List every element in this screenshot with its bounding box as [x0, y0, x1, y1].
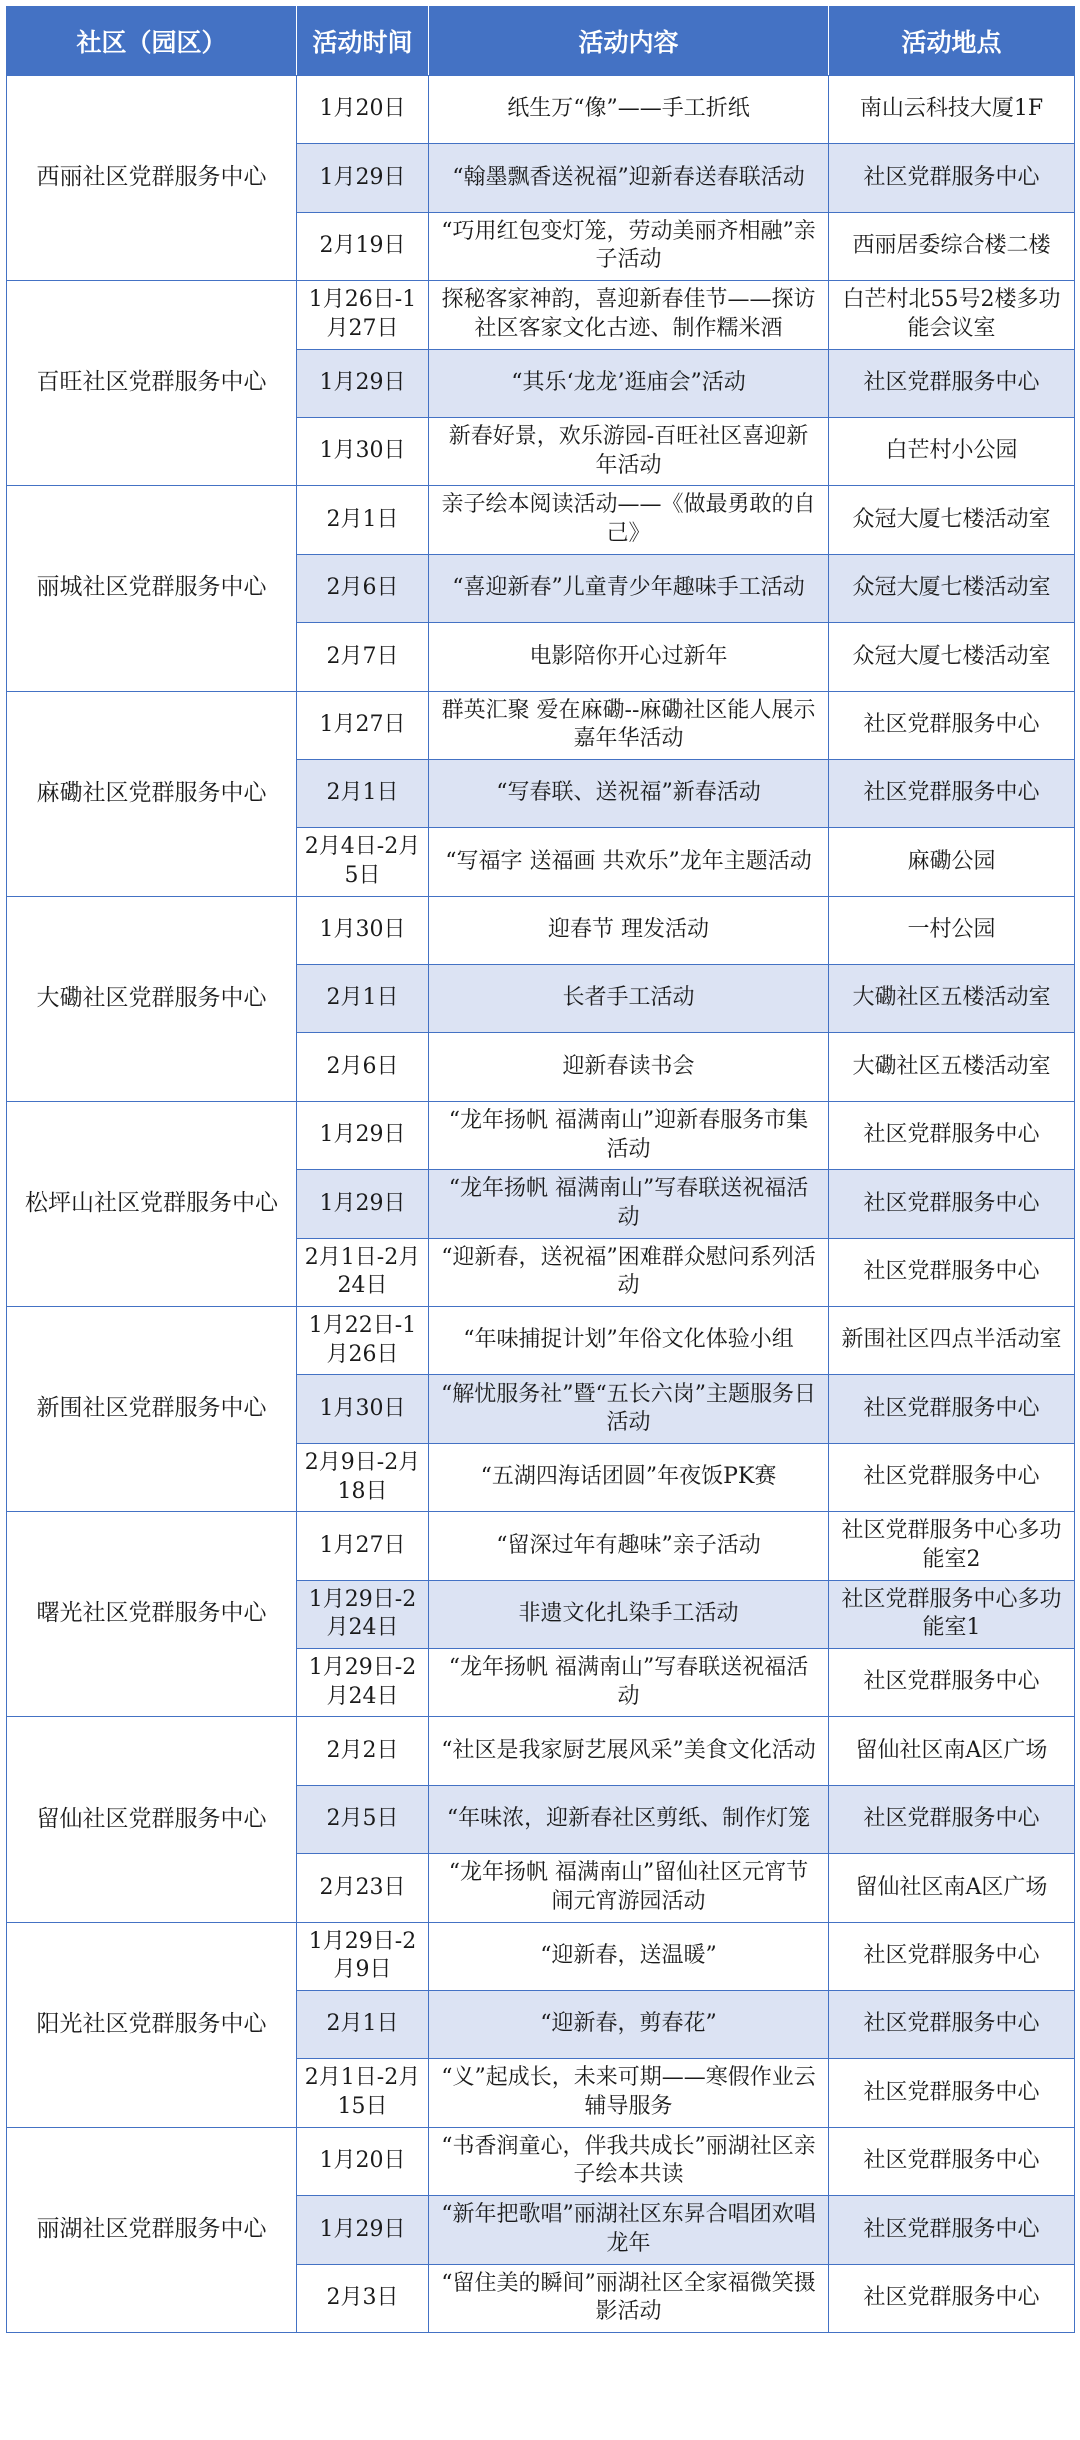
community-name-cell: 大磡社区党群服务中心 [7, 896, 297, 1101]
activity-location-cell: 社区党群服务中心 [829, 2059, 1075, 2127]
activity-content-cell: “义”起成长，未来可期——寒假作业云辅导服务 [429, 2059, 829, 2127]
activity-date-cell: 1月29日-2月24日 [297, 1580, 429, 1648]
activity-location-cell: 西丽居委综合楼二楼 [829, 212, 1075, 280]
activity-content-cell: 长者手工活动 [429, 965, 829, 1033]
activity-location-cell: 社区党群服务中心 [829, 759, 1075, 827]
activity-content-cell: “迎新春，剪春花” [429, 1990, 829, 2058]
activity-date-cell: 1月29日 [297, 1101, 429, 1169]
community-name-cell: 阳光社区党群服务中心 [7, 1922, 297, 2127]
community-name-cell: 松坪山社区党群服务中心 [7, 1101, 297, 1306]
table-row [7, 1922, 1075, 1990]
table-row [7, 281, 1075, 349]
activity-date-cell: 2月4日-2月5日 [297, 828, 429, 896]
activity-content-cell: “解忧服务社”暨“五长六岗”主题服务日活动 [429, 1375, 829, 1443]
table-row [7, 896, 1075, 964]
activity-location-cell: 白芒村北55号2楼多功能会议室 [829, 281, 1075, 349]
activity-location-cell: 社区党群服务中心 [829, 1375, 1075, 1443]
activity-location-cell: 一村公园 [829, 896, 1075, 964]
activity-content-cell: 纸生万“像”——手工折纸 [429, 76, 829, 144]
community-name-cell: 丽湖社区党群服务中心 [7, 2127, 297, 2332]
activity-date-cell: 1月29日-2月9日 [297, 1922, 429, 1990]
activity-location-cell: 白芒村小公园 [829, 417, 1075, 485]
activity-date-cell: 1月27日 [297, 1512, 429, 1580]
activity-location-cell: 社区党群服务中心 [829, 349, 1075, 417]
activity-content-cell: 迎春节 理发活动 [429, 896, 829, 964]
activity-location-cell: 留仙社区南A区广场 [829, 1854, 1075, 1922]
community-name-cell: 新围社区党群服务中心 [7, 1307, 297, 1512]
activity-content-cell: “龙年扬帆 福满南山”写春联送祝福活动 [429, 1170, 829, 1238]
activity-content-cell: “年味浓，迎新春社区剪纸、制作灯笼 [429, 1785, 829, 1853]
activity-date-cell: 1月20日 [297, 2127, 429, 2195]
activity-date-cell: 2月23日 [297, 1854, 429, 1922]
activity-location-cell: 社区党群服务中心 [829, 1238, 1075, 1306]
activity-location-cell: 社区党群服务中心 [829, 1170, 1075, 1238]
activity-content-cell: “迎新春，送温暖” [429, 1922, 829, 1990]
table-row [7, 691, 1075, 759]
activity-location-cell: 众冠大厦七楼活动室 [829, 554, 1075, 622]
activity-content-cell: 新春好景，欢乐游园-百旺社区喜迎新年活动 [429, 417, 829, 485]
activity-date-cell: 1月20日 [297, 76, 429, 144]
activity-date-cell: 1月22日-1月26日 [297, 1307, 429, 1375]
activity-date-cell: 1月26日-1月27日 [297, 281, 429, 349]
activity-date-cell: 2月1日 [297, 759, 429, 827]
activity-content-cell: “写春联、送祝福”新春活动 [429, 759, 829, 827]
activity-content-cell: 探秘客家神韵，喜迎新春佳节——探访社区客家文化古迹、制作糯米酒 [429, 281, 829, 349]
activity-content-cell: “新年把歌唱”丽湖社区东昇合唱团欢唱龙年 [429, 2196, 829, 2264]
activity-location-cell: 社区党群服务中心 [829, 2127, 1075, 2195]
activity-date-cell: 2月1日-2月24日 [297, 1238, 429, 1306]
activity-location-cell: 众冠大厦七楼活动室 [829, 623, 1075, 691]
community-name-cell: 丽城社区党群服务中心 [7, 486, 297, 691]
activity-date-cell: 1月29日 [297, 144, 429, 212]
activity-location-cell: 大磡社区五楼活动室 [829, 965, 1075, 1033]
activity-location-cell: 社区党群服务中心 [829, 1443, 1075, 1511]
activity-content-cell: 电影陪你开心过新年 [429, 623, 829, 691]
activity-location-cell: 社区党群服务中心 [829, 2196, 1075, 2264]
activity-content-cell: “社区是我家厨艺展风采”美食文化活动 [429, 1717, 829, 1785]
activity-date-cell: 1月29日-2月24日 [297, 1648, 429, 1716]
activity-location-cell: 社区党群服务中心 [829, 1922, 1075, 1990]
table-row [7, 76, 1075, 144]
activity-location-cell: 社区党群服务中心 [829, 691, 1075, 759]
activity-location-cell: 社区党群服务中心 [829, 144, 1075, 212]
activity-content-cell: “留住美的瞬间”丽湖社区全家福微笑摄影活动 [429, 2264, 829, 2332]
activity-date-cell: 2月19日 [297, 212, 429, 280]
activity-date-cell: 2月1日 [297, 486, 429, 554]
table-header-row [7, 7, 1075, 76]
activity-content-cell: 迎新春读书会 [429, 1033, 829, 1101]
community-name-cell: 百旺社区党群服务中心 [7, 281, 297, 486]
activity-date-cell: 2月7日 [297, 623, 429, 691]
header-community: 社区（园区） [7, 7, 297, 76]
community-name-cell: 麻磡社区党群服务中心 [7, 691, 297, 896]
table-row [7, 1101, 1075, 1169]
activity-content-cell: “喜迎新春”儿童青少年趣味手工活动 [429, 554, 829, 622]
activity-date-cell: 1月29日 [297, 349, 429, 417]
activity-date-cell: 1月30日 [297, 896, 429, 964]
activity-content-cell: “五湖四海话团圆”年夜饭PK赛 [429, 1443, 829, 1511]
activity-content-cell: “其乐‘龙龙’逛庙会”活动 [429, 349, 829, 417]
activity-content-cell: “写福字 送福画 共欢乐”龙年主题活动 [429, 828, 829, 896]
activity-location-cell: 社区党群服务中心 [829, 1990, 1075, 2058]
activity-content-cell: “留深过年有趣味”亲子活动 [429, 1512, 829, 1580]
activity-table-container [6, 6, 1074, 2333]
activity-location-cell: 社区党群服务中心 [829, 1101, 1075, 1169]
activity-date-cell: 2月3日 [297, 2264, 429, 2332]
activity-date-cell: 2月1日 [297, 1990, 429, 2058]
activity-content-cell: “龙年扬帆 福满南山”留仙社区元宵节闹元宵游园活动 [429, 1854, 829, 1922]
activity-content-cell: 非遗文化扎染手工活动 [429, 1580, 829, 1648]
table-row [7, 1512, 1075, 1580]
activity-content-cell: “年味捕捉计划”年俗文化体验小组 [429, 1307, 829, 1375]
activity-content-cell: “书香润童心，伴我共成长”丽湖社区亲子绘本共读 [429, 2127, 829, 2195]
activity-location-cell: 社区党群服务中心多功能室2 [829, 1512, 1075, 1580]
table-row [7, 2127, 1075, 2195]
activity-location-cell: 留仙社区南A区广场 [829, 1717, 1075, 1785]
activity-date-cell: 2月6日 [297, 554, 429, 622]
community-name-cell: 留仙社区党群服务中心 [7, 1717, 297, 1922]
activity-date-cell: 2月9日-2月18日 [297, 1443, 429, 1511]
activity-date-cell: 2月1日 [297, 965, 429, 1033]
activity-content-cell: “翰墨飘香送祝福”迎新春送春联活动 [429, 144, 829, 212]
activity-location-cell: 社区党群服务中心多功能室1 [829, 1580, 1075, 1648]
table-row [7, 1717, 1075, 1785]
activity-date-cell: 2月1日-2月15日 [297, 2059, 429, 2127]
activity-location-cell: 社区党群服务中心 [829, 1785, 1075, 1853]
activity-date-cell: 1月29日 [297, 2196, 429, 2264]
table-body [7, 76, 1075, 2333]
activity-content-cell: 群英汇聚 爱在麻磡--麻磡社区能人展示嘉年华活动 [429, 691, 829, 759]
header-content: 活动内容 [429, 7, 829, 76]
activity-location-cell: 众冠大厦七楼活动室 [829, 486, 1075, 554]
activity-content-cell: 亲子绘本阅读活动——《做最勇敢的自己》 [429, 486, 829, 554]
activity-location-cell: 南山云科技大厦1F [829, 76, 1075, 144]
activity-date-cell: 1月30日 [297, 1375, 429, 1443]
community-name-cell: 西丽社区党群服务中心 [7, 76, 297, 281]
activity-location-cell: 新围社区四点半活动室 [829, 1307, 1075, 1375]
header-date: 活动时间 [297, 7, 429, 76]
activity-date-cell: 1月27日 [297, 691, 429, 759]
activity-date-cell: 1月30日 [297, 417, 429, 485]
activity-content-cell: “龙年扬帆 福满南山”写春联送祝福活动 [429, 1648, 829, 1716]
activity-location-cell: 麻磡公园 [829, 828, 1075, 896]
community-name-cell: 曙光社区党群服务中心 [7, 1512, 297, 1717]
community-activity-table [6, 6, 1075, 2333]
activity-content-cell: “龙年扬帆 福满南山”迎新春服务市集活动 [429, 1101, 829, 1169]
table-row [7, 486, 1075, 554]
activity-content-cell: “巧用红包变灯笼，劳动美丽齐相融”亲子活动 [429, 212, 829, 280]
activity-date-cell: 2月6日 [297, 1033, 429, 1101]
activity-date-cell: 2月5日 [297, 1785, 429, 1853]
activity-date-cell: 1月29日 [297, 1170, 429, 1238]
activity-location-cell: 大磡社区五楼活动室 [829, 1033, 1075, 1101]
activity-location-cell: 社区党群服务中心 [829, 2264, 1075, 2332]
header-location: 活动地点 [829, 7, 1075, 76]
activity-date-cell: 2月2日 [297, 1717, 429, 1785]
activity-location-cell: 社区党群服务中心 [829, 1648, 1075, 1716]
activity-content-cell: “迎新春，送祝福”困难群众慰问系列活动 [429, 1238, 829, 1306]
table-row [7, 1307, 1075, 1375]
